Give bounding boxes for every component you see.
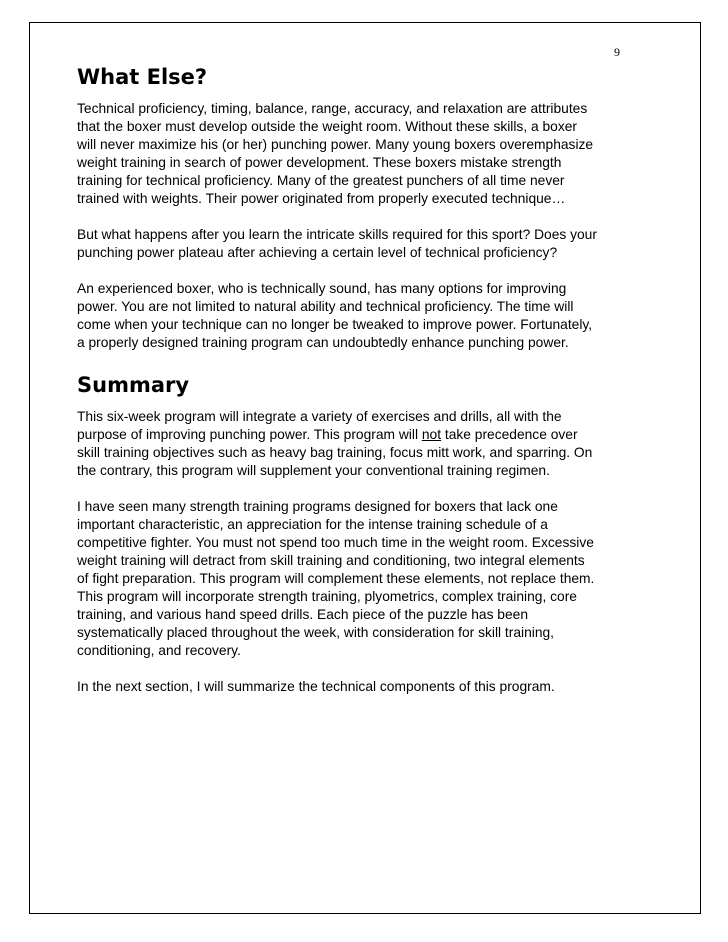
heading-what-else: What Else? — [77, 65, 208, 89]
page-number: 9 — [614, 45, 620, 59]
paragraph-what-happens: But what happens after you learn the intricate skills required for this sport? Does your punching power plateau after achieving a certain level of technical proficiency? — [77, 227, 597, 260]
paragraph-experienced-boxer: An experienced boxer, who is technically sound, has many options for improving power. You are not limited to natural ability and technical proficiency. The time will come when your technique can no longer be tweaked to improve power. Fortunately, a properly designed training program can undoubtedly enhance punching power. — [77, 281, 593, 350]
emphasis-not: not — [421, 427, 442, 442]
page-content — [77, 64, 597, 714]
paragraph-six-week-program — [77, 408, 597, 480]
text-segment: This six-week program will integrate a variety of exercises and drills, all with the purpose of improving punching power. This program will — [77, 409, 562, 442]
text-segment: take precedence over skill training objectives such as heavy bag training, focus mitt work, and sparring. On the contrary, this program will supplement your conventional training regimen. — [77, 427, 593, 478]
paragraph-strength-programs: I have seen many strength training programs designed for boxers that lack one important characteristic, an appreciation for the intense training schedule of a competitive fighter. You must not spend too much time in the weight room. Excessive weight training will detract from skill training and conditioning, two integral elements of fight preparation. This program will complement these elements, not replace them. This program will incorporate strength training, plyometrics, complex training, core training, and various hand speed drills. Each piece of the puzzle has been systematically placed throughout the week, with consideration for skill training, conditioning, and recovery. — [77, 499, 595, 658]
paragraph-next-section: In the next section, I will summarize the technical components of this program. — [77, 679, 555, 694]
paragraph-technical-proficiency: Technical proficiency, timing, balance, range, accuracy, and relaxation are attributes that the boxer must develop outside the weight room. Without these skills, a boxer will never maximize his (or her) punching power. Many young boxers overemphasize weight training in search of power development. These boxers mistake strength training for technical proficiency. Many of the greatest punchers of all time never trained with weights. Their power originated from properly executed technique… — [77, 101, 594, 206]
heading-summary: Summary — [77, 373, 190, 397]
